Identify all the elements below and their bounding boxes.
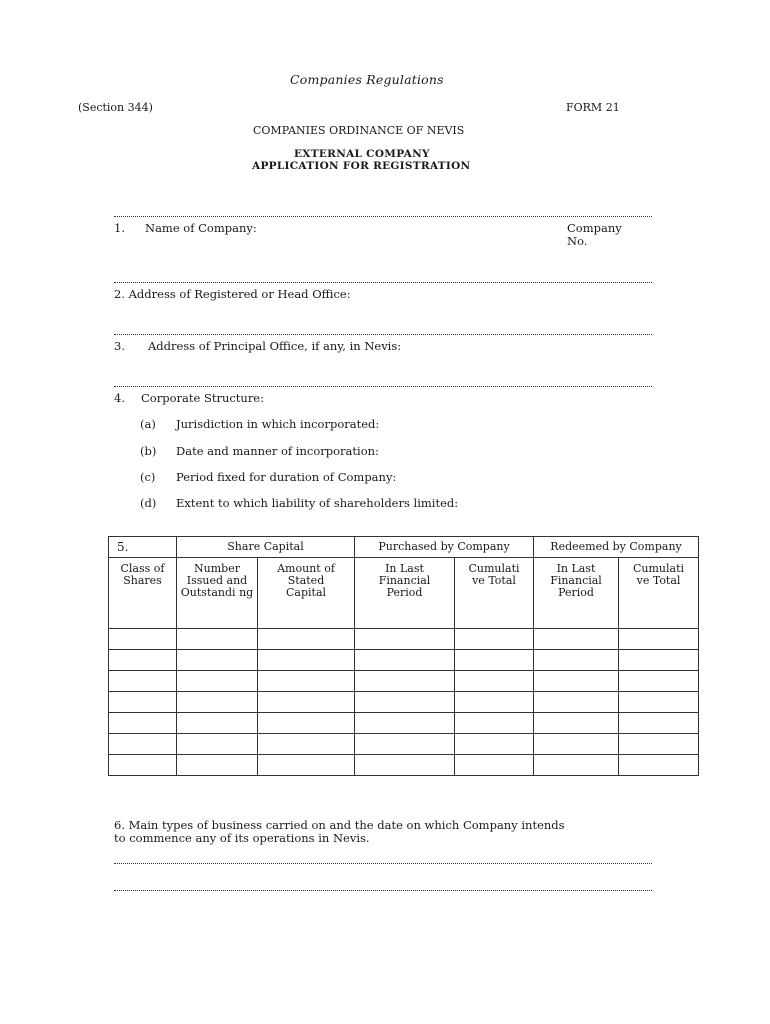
table-cell[interactable] bbox=[534, 629, 619, 650]
table-cell[interactable] bbox=[355, 713, 455, 734]
dotted-line-4 bbox=[114, 384, 652, 387]
table-cell[interactable] bbox=[455, 734, 534, 755]
dotted-line-5[interactable] bbox=[114, 861, 652, 864]
dotted-line-1 bbox=[114, 214, 652, 217]
corporate-structure-label: Corporate Structure: bbox=[141, 391, 264, 405]
table-cell[interactable] bbox=[619, 755, 699, 776]
table-cell[interactable] bbox=[258, 755, 355, 776]
ordinance-title: COMPANIES ORDINANCE OF NEVIS bbox=[253, 124, 465, 137]
jurisdiction-label: Jurisdiction in which incorporated: bbox=[176, 417, 380, 431]
principal-office-label: Address of Principal Office, if any, in Nevis: bbox=[148, 339, 402, 353]
item4-number: 4. bbox=[114, 391, 125, 405]
form-number: FORM 21 bbox=[566, 101, 620, 114]
table-cell[interactable] bbox=[177, 629, 258, 650]
column-header: Class of Shares bbox=[109, 558, 177, 629]
table-row bbox=[109, 671, 699, 692]
table-cell[interactable] bbox=[355, 755, 455, 776]
table-cell[interactable] bbox=[455, 755, 534, 776]
table-cell[interactable] bbox=[258, 629, 355, 650]
table-cell[interactable] bbox=[455, 713, 534, 734]
company-no-label-line1: Company bbox=[567, 221, 622, 235]
table-cell[interactable] bbox=[355, 650, 455, 671]
sub-item-letter: (d) bbox=[140, 496, 157, 510]
item3-number: 3. bbox=[114, 339, 125, 353]
registered-office-label: 2. Address of Registered or Head Office: bbox=[114, 287, 351, 301]
column-header: Amount of Stated Capital bbox=[258, 558, 355, 629]
table-cell[interactable] bbox=[619, 629, 699, 650]
share-capital-table bbox=[108, 536, 699, 776]
incorporation-date-label: Date and manner of incorporation: bbox=[176, 444, 379, 458]
column-header: In Last Financial Period bbox=[355, 558, 455, 629]
table-cell[interactable] bbox=[109, 650, 177, 671]
table-cell[interactable] bbox=[109, 734, 177, 755]
regulations-title: Companies Regulations bbox=[290, 72, 444, 87]
table-cell[interactable] bbox=[455, 671, 534, 692]
column-header: Cumulati ve Total bbox=[619, 558, 699, 629]
table-cell[interactable] bbox=[355, 671, 455, 692]
table-row bbox=[109, 692, 699, 713]
item1-number: 1. bbox=[114, 221, 125, 235]
sub-item-letter: (b) bbox=[140, 444, 157, 458]
table-cell[interactable] bbox=[177, 671, 258, 692]
table-cell[interactable] bbox=[619, 671, 699, 692]
table-cell[interactable] bbox=[534, 734, 619, 755]
table-cell[interactable] bbox=[355, 692, 455, 713]
table-row bbox=[109, 734, 699, 755]
form-title-line1: EXTERNAL COMPANY bbox=[294, 148, 430, 160]
table-cell[interactable] bbox=[258, 734, 355, 755]
table-cell[interactable] bbox=[534, 692, 619, 713]
sub-item-letter: (c) bbox=[140, 470, 156, 484]
table-cell[interactable] bbox=[109, 629, 177, 650]
table-cell[interactable] bbox=[109, 755, 177, 776]
column-header: In Last Financial Period bbox=[534, 558, 619, 629]
table-cell[interactable] bbox=[177, 713, 258, 734]
table-cell[interactable] bbox=[355, 629, 455, 650]
liability-extent-label: Extent to which liability of shareholders limited: bbox=[176, 496, 459, 510]
business-types-label-line1: 6. Main types of business carried on and the date on which Company intends bbox=[114, 818, 565, 832]
column-header: Cumulati ve Total bbox=[455, 558, 534, 629]
table-cell[interactable] bbox=[109, 692, 177, 713]
share-capital-header: Share Capital bbox=[177, 537, 355, 558]
table-cell[interactable] bbox=[109, 671, 177, 692]
table-row bbox=[109, 713, 699, 734]
table-cell[interactable] bbox=[534, 713, 619, 734]
table-cell[interactable] bbox=[177, 650, 258, 671]
column-header: Number Issued and Outstandi ng bbox=[177, 558, 258, 629]
table-cell[interactable] bbox=[619, 650, 699, 671]
company-no-label-line2: No. bbox=[567, 234, 588, 248]
table-cell[interactable] bbox=[177, 734, 258, 755]
duration-period-label: Period fixed for duration of Company: bbox=[176, 470, 397, 484]
table-cell[interactable] bbox=[177, 755, 258, 776]
business-types-label-line2: to commence any of its operations in Nevis. bbox=[114, 831, 370, 845]
table-cell[interactable] bbox=[534, 650, 619, 671]
table-cell[interactable] bbox=[534, 671, 619, 692]
table-cell[interactable] bbox=[109, 713, 177, 734]
table-cell[interactable] bbox=[455, 692, 534, 713]
dotted-line-3 bbox=[114, 332, 652, 335]
table-row bbox=[109, 629, 699, 650]
redeemed-by-company-header: Redeemed by Company bbox=[534, 537, 699, 558]
item5-number: 5. bbox=[109, 537, 177, 558]
table-cell[interactable] bbox=[258, 692, 355, 713]
table-cell[interactable] bbox=[619, 692, 699, 713]
table-row bbox=[109, 755, 699, 776]
table-cell[interactable] bbox=[455, 629, 534, 650]
sub-item-letter: (a) bbox=[140, 417, 156, 431]
form-title-line2: APPLICATION FOR REGISTRATION bbox=[252, 160, 471, 172]
table-cell[interactable] bbox=[258, 713, 355, 734]
company-name-label: Name of Company: bbox=[145, 221, 257, 235]
purchased-by-company-header: Purchased by Company bbox=[355, 537, 534, 558]
table-cell[interactable] bbox=[455, 650, 534, 671]
table-cell[interactable] bbox=[177, 692, 258, 713]
table-row bbox=[109, 650, 699, 671]
table-cell[interactable] bbox=[619, 734, 699, 755]
table-cell[interactable] bbox=[355, 734, 455, 755]
dotted-line-2 bbox=[114, 280, 652, 283]
table-cell[interactable] bbox=[534, 755, 619, 776]
table-cell[interactable] bbox=[619, 713, 699, 734]
section-reference: (Section 344) bbox=[78, 101, 153, 114]
table-cell[interactable] bbox=[258, 671, 355, 692]
table-cell[interactable] bbox=[258, 650, 355, 671]
dotted-line-6[interactable] bbox=[114, 888, 652, 891]
